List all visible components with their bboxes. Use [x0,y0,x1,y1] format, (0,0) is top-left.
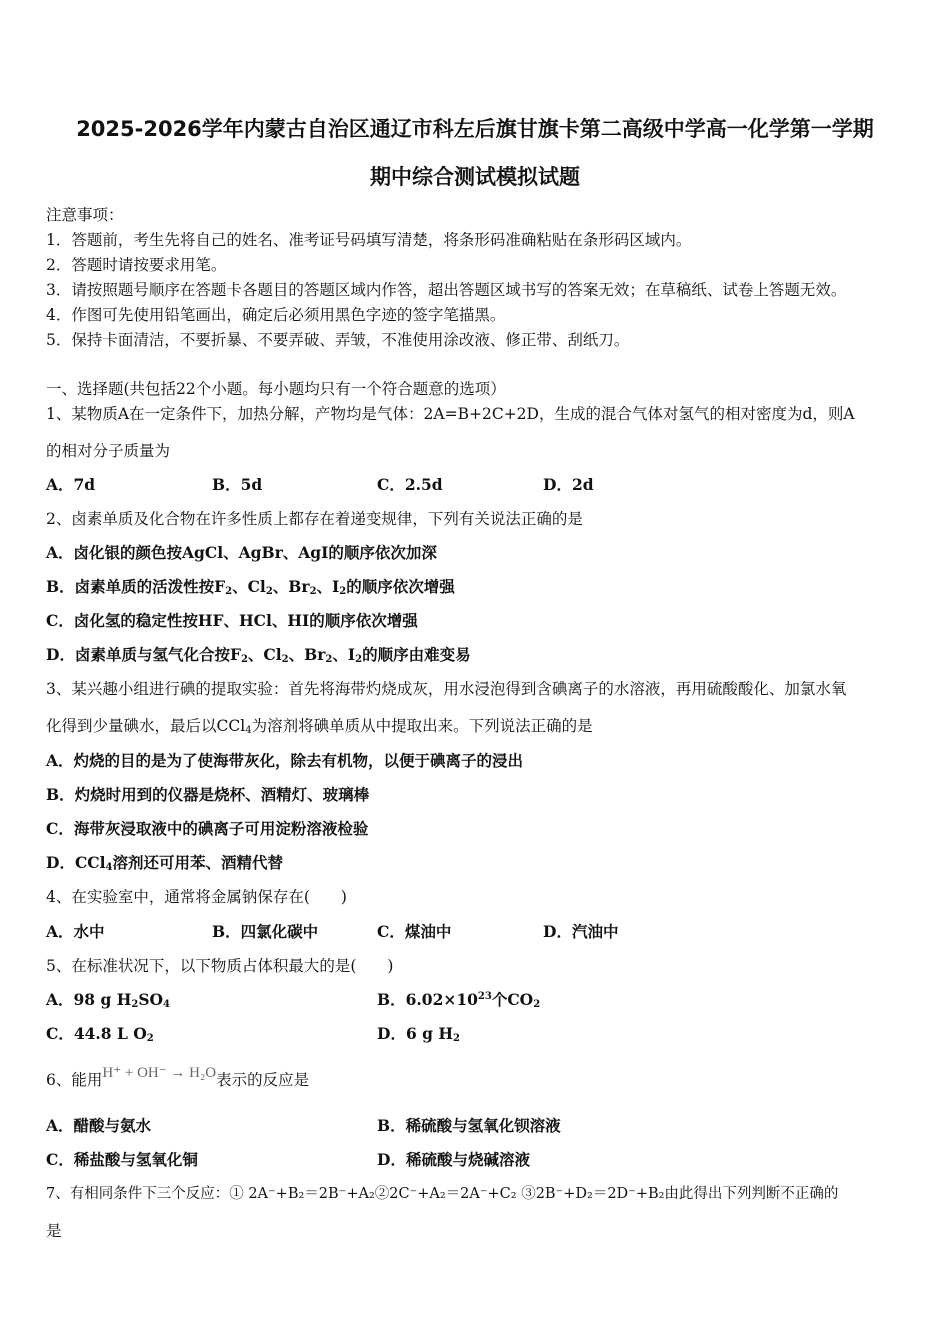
question-1-stem: 1、某物质A在一定条件下，加热分解，产物均是气体：2A=B+2C+2D，生成的混合气体对氢气的相对密度为d，则A [46,405,855,423]
notice-item: 1．答题前，考生先将自己的姓名、准考证号码填写清楚，将条形码准确粘贴在条形码区域内。 [46,231,692,249]
q3-option-a: A．灼烧的目的是为了使海带灰化，除去有机物，以便于碘离子的浸出 [46,751,524,770]
notice-heading: 注意事项： [46,206,124,224]
q1-option-c: C．2.5d [377,475,443,494]
q3-option-d: D．CCl$_4$溶剂还可用苯、酒精代替 [46,853,283,873]
ionic-equation: H⁺ + OH⁻ → H₂O [102,1065,217,1081]
q6-option-c: C．稀盐酸与氢氧化铜 [46,1150,198,1169]
exam-title-line1: 2025-2026学年内蒙古自治区通辽市科左后旗甘旗卡第二高级中学高一化学第一学期 [76,117,874,141]
q4-option-a: A．水中 [46,922,105,941]
q6-option-b: B．稀硫酸与氢氧化钡溶液 [377,1116,561,1135]
q2-option-b: B．卤素单质的活泼性按$F_2$、$Cl_2$、$Br_2$、$I_2$的顺序依次增强 [46,577,455,597]
section-heading: 一、选择题(共包括22个小题。每小题均只有一个符合题意的选项） [46,380,506,398]
question-5-stem: 5、在标准状况下，以下物质占体积最大的是( ) [46,957,394,975]
q6-option-d: D．稀硫酸与烧碱溶液 [377,1150,530,1169]
q5-option-b: B．$6.02\times 10^{23}$个$CO_2$ [377,990,541,1010]
q5-option-a: A．98 g $H_2SO_4$ [46,990,171,1010]
q6-option-a: A．醋酸与氨水 [46,1116,152,1135]
question-3-stem: 3、某兴趣小组进行碘的提取实验：首先将海带灼烧成灰，用水浸泡得到含碘离子的水溶液，再用硫酸酸化、加氯水氧 [46,680,847,698]
q1-option-b: B．5d [212,475,263,494]
question-4-stem: 4、在实验室中，通常将金属钠保存在( ) [46,888,347,906]
q2-option-c: C．卤化氢的稳定性按HF、HCl、HI的顺序依次增强 [46,611,418,630]
q4-option-d: D．汽油中 [543,922,619,941]
q5-option-d: D．6 g $H_2$ [377,1024,460,1044]
q1-option-a: A．7d [46,475,96,494]
q4-option-c: C．煤油中 [377,922,452,941]
exam-title-line2: 期中综合测试模拟试题 [370,165,580,189]
q2-option-a: A．卤化银的颜色按AgCl、AgBr、AgI的顺序依次加深 [46,543,437,562]
q3-option-c: C．海带灰浸取液中的碘离子可用淀粉溶液检验 [46,819,369,838]
notice-item: 5．保持卡面清洁，不要折暴、不要弄破、弄皱，不准使用涂改液、修正带、刮纸刀。 [46,331,630,349]
question-7-stem: 7、有相同条件下三个反应：① 2A⁻+B₂＝2B⁻+A₂②2C⁻+A₂＝2A⁻+C₂ ③2B⁻+D₂＝2D⁻+B₂由此得出下列判断不正确的 [46,1186,839,1202]
notice-item: 2．答题时请按要求用笔。 [46,256,227,274]
q2-option-d: D．卤素单质与氢气化合按$F_2$、$Cl_2$、$Br_2$、$I_2$的顺序由难变易 [46,645,471,665]
q4-option-b: B．四氯化碳中 [212,922,319,941]
question-7-stem-cont: 是 [46,1222,62,1240]
notice-item: 3．请按照题号顺序在答题卡各题目的答题区域内作答，超出答题区域书写的答案无效；在草稿纸、试卷上答题无效。 [46,281,847,299]
question-6-stem: 6、能用H⁺ + OH⁻ → H₂O表示的反应是 [46,1065,310,1089]
question-1-stem-cont: 的相对分子质量为 [46,442,171,460]
notice-item: 4．作图可先使用铅笔画出，确定后必须用黑色字迹的签字笔描黑。 [46,306,506,324]
question-2-stem: 2、卤素单质及化合物在许多性质上都存在着递变规律，下列有关说法正确的是 [46,510,583,528]
q3-option-b: B．灼烧时用到的仪器是烧杯、酒精灯、玻璃棒 [46,785,370,804]
q1-option-d: D．2d [543,475,594,494]
question-3-stem-cont: 化得到少量碘水，最后以CCl$_4$为溶剂将碘单质从中提取出来。下列说法正确的是 [46,717,593,736]
q5-option-c: C．44.8 L $O_2$ [46,1024,154,1044]
